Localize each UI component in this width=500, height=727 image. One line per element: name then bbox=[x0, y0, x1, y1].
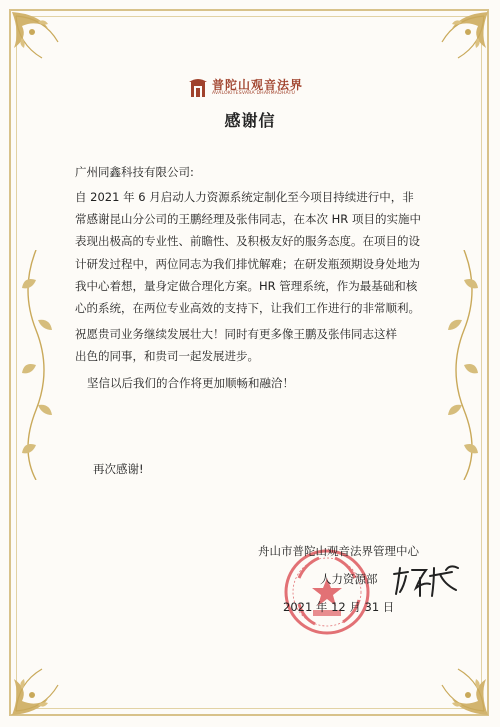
signature-date: 2021 年 12 月 31 日 bbox=[283, 600, 395, 614]
body-line: 自 2021 年 6 月启动人力资源系统定制化至今项目持续进行中，非 bbox=[75, 190, 414, 204]
body-line: 表现出极高的专业性、前瞻性、及积极友好的服务态度。在项目的设 bbox=[75, 234, 420, 249]
body-line: 心的系统，在两位专业高效的支持下，让我们工作进行的非常顺利。 bbox=[75, 301, 420, 316]
body-line: 出色的同事，和贵司一起发展进步。 bbox=[75, 349, 259, 364]
letter-closing: 再次感谢! bbox=[93, 462, 144, 476]
body-paragraph bbox=[75, 186, 437, 319]
temple-gate-icon bbox=[188, 76, 208, 98]
signature-department: 人力资源部 bbox=[320, 572, 378, 586]
official-seal-icon bbox=[283, 548, 371, 636]
body-line: 坚信以后我们的合作将更加顺畅和融洽！ bbox=[87, 375, 294, 390]
letter-body bbox=[75, 186, 437, 398]
logo-name-en: AVALOKITESVARA DHARMADHATU bbox=[212, 91, 296, 96]
body-line: 我中心着想，量身定做合理化方案。HR 管理系统，作为最基础和核 bbox=[75, 278, 418, 293]
logo-name-cn: 普陀山观音法界 bbox=[212, 78, 304, 92]
corner-ornament-icon bbox=[422, 8, 492, 78]
signature-organization: 舟山市普陀山观音法界管理中心 bbox=[258, 544, 419, 558]
body-line: 常感谢昆山分公司的王鹏经理及张伟同志，在本次 HR 项目的实施中 bbox=[75, 212, 421, 227]
vine-ornament-icon bbox=[444, 250, 484, 480]
vine-ornament-icon bbox=[16, 250, 56, 480]
organization-logo bbox=[188, 76, 328, 102]
body-line: 计研发过程中，两位同志为我们排忧解难；在研发瓶颈期设身处地为 bbox=[75, 256, 420, 271]
body-paragraph bbox=[75, 323, 437, 367]
body-paragraph bbox=[75, 372, 437, 394]
corner-ornament-icon bbox=[422, 649, 492, 719]
corner-ornament-icon bbox=[8, 649, 78, 719]
handwritten-signature-icon bbox=[390, 560, 462, 600]
letter-title: 感谢信 bbox=[224, 111, 276, 130]
letter-addressee: 广州同鑫科技有限公司: bbox=[75, 165, 194, 179]
body-line: 祝愿贵司业务继续发展壮大！同时有更多像王鹏及张伟同志这样 bbox=[75, 327, 397, 342]
corner-ornament-icon bbox=[8, 8, 78, 78]
